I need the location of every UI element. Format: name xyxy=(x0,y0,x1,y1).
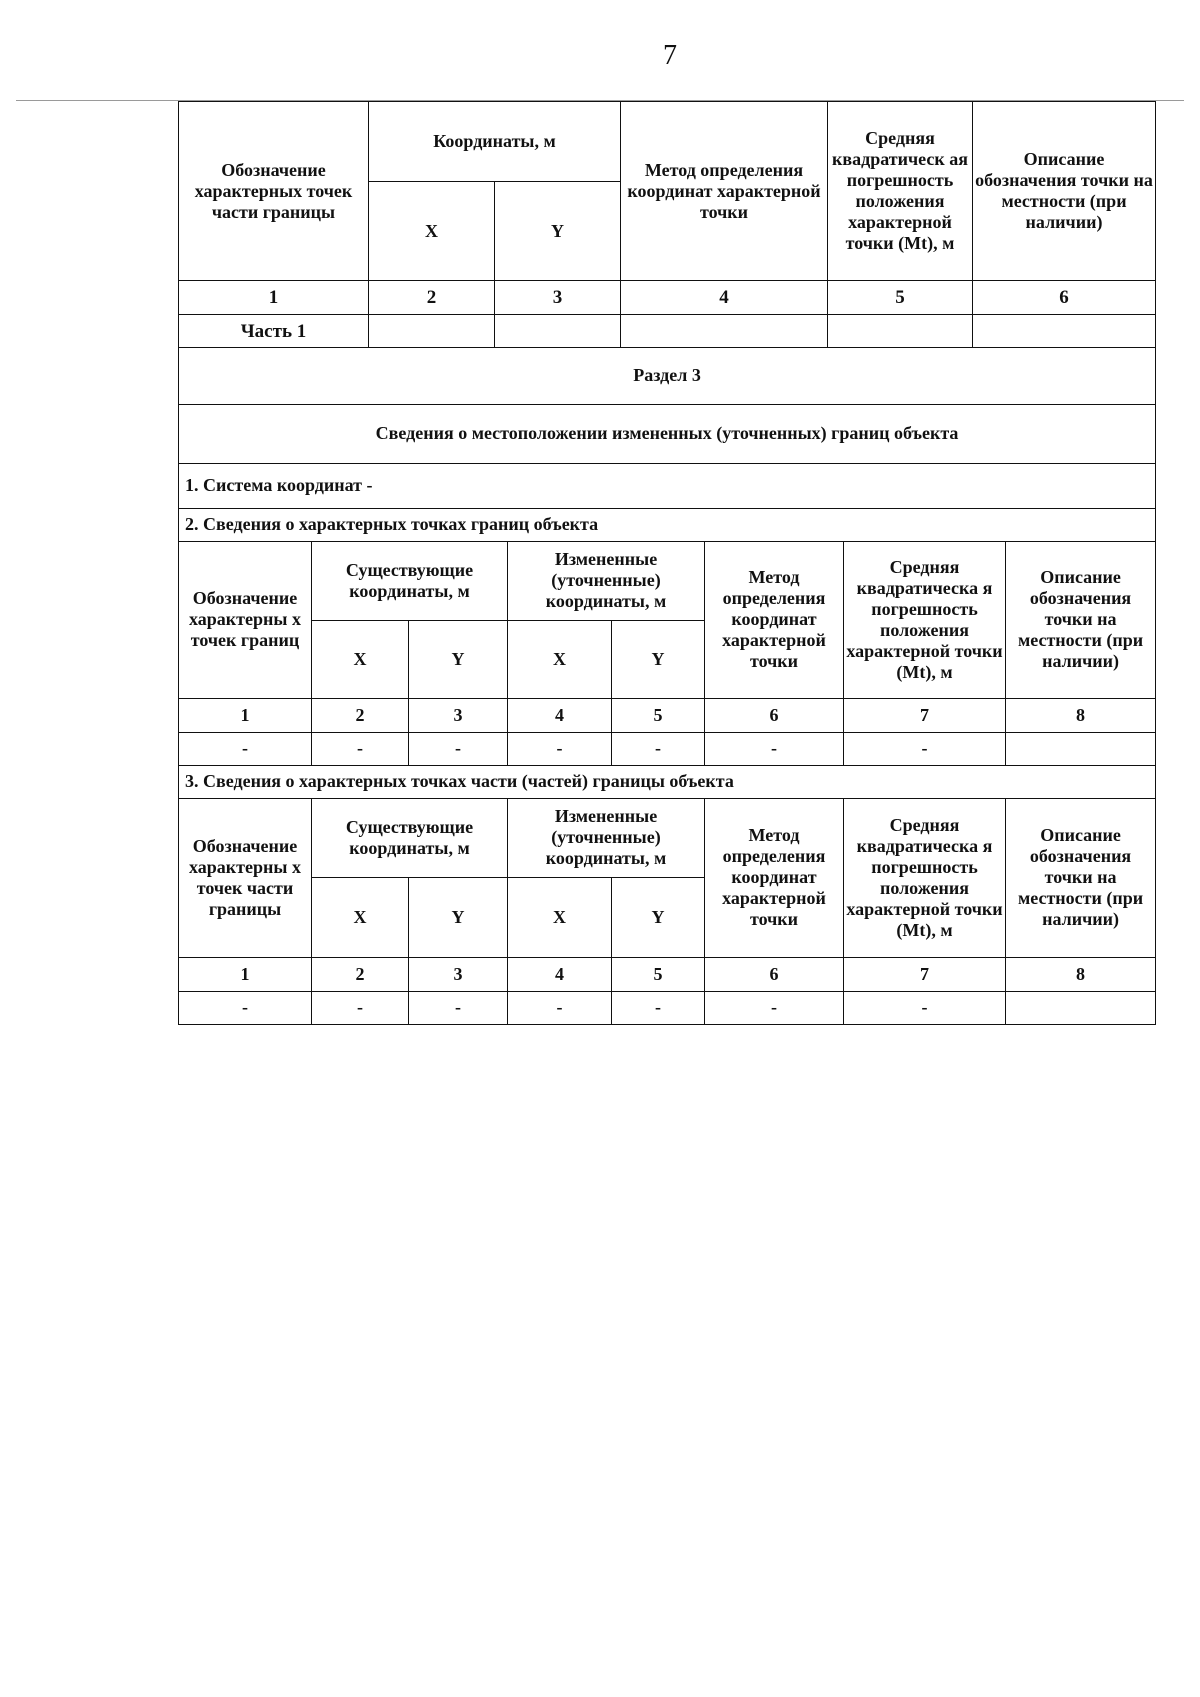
block2-header-method: Метод определения координат характерной точки xyxy=(705,541,844,698)
table-cell xyxy=(1006,991,1156,1024)
table-cell: - xyxy=(844,732,1006,765)
table-cell: - xyxy=(508,732,612,765)
col-number: 2 xyxy=(312,698,409,732)
coordinate-system: 1. Система координат - xyxy=(179,463,1156,508)
part-boundary-points-table xyxy=(178,101,1156,348)
table-cell: - xyxy=(508,991,612,1024)
block2-header-changed: Измененные (уточненные) координаты, м xyxy=(508,541,705,620)
col-number: 2 xyxy=(312,957,409,991)
block2-header-error: Средняя квадратическа я погрешность положения характерной точки (Mt), м xyxy=(844,541,1006,698)
col-number: 5 xyxy=(612,957,705,991)
block3-heading: 3. Сведения о характерных точках части (частей) границы объекта xyxy=(179,765,1156,798)
section-title: Раздел 3 xyxy=(179,347,1156,404)
col-number: 6 xyxy=(705,957,844,991)
header-method: Метод определения координат характерной точки xyxy=(621,102,828,281)
col-number: 1 xyxy=(179,281,369,315)
table-cell xyxy=(973,315,1156,348)
table-cell: - xyxy=(312,991,409,1024)
col-number: 7 xyxy=(844,698,1006,732)
col-number: 8 xyxy=(1006,957,1156,991)
block3-header-description: Описание обозначения точки на местности (при наличии) xyxy=(1006,798,1156,957)
col-number: 5 xyxy=(612,698,705,732)
block3-header-method: Метод определения координат характерной точки xyxy=(705,798,844,957)
block2-header-y: Y xyxy=(409,620,508,698)
section-3-table xyxy=(178,347,1156,1025)
table-cell: - xyxy=(705,732,844,765)
table-cell: - xyxy=(612,991,705,1024)
col-number: 4 xyxy=(508,698,612,732)
block2-header-x: X xyxy=(312,620,409,698)
col-number: 2 xyxy=(369,281,495,315)
header-x: X xyxy=(369,182,495,281)
col-number: 1 xyxy=(179,698,312,732)
header-description: Описание обозначения точки на местности (при наличии) xyxy=(973,102,1156,281)
block3-header-y: Y xyxy=(612,877,705,957)
block3-header-y: Y xyxy=(409,877,508,957)
block3-header-error: Средняя квадратическа я погрешность положения характерной точки (Mt), м xyxy=(844,798,1006,957)
col-number: 1 xyxy=(179,957,312,991)
table-cell: - xyxy=(409,991,508,1024)
table-cell: - xyxy=(844,991,1006,1024)
block2-header-x: X xyxy=(508,620,612,698)
header-y: Y xyxy=(495,182,621,281)
block2-header-existing: Существующие координаты, м xyxy=(312,541,508,620)
block2-header-description: Описание обозначения точки на местности (при наличии) xyxy=(1006,541,1156,698)
col-number: 3 xyxy=(409,698,508,732)
col-number: 7 xyxy=(844,957,1006,991)
table-cell xyxy=(621,315,828,348)
section-subtitle: Сведения о местоположении измененных (уточненных) границ объекта xyxy=(179,404,1156,463)
block3-header-x: X xyxy=(508,877,612,957)
block3-header-existing: Существующие координаты, м xyxy=(312,798,508,877)
block3-header-changed: Измененные (уточненные) координаты, м xyxy=(508,798,705,877)
table-cell: - xyxy=(705,991,844,1024)
col-number: 3 xyxy=(495,281,621,315)
table-cell: - xyxy=(612,732,705,765)
block2-heading: 2. Сведения о характерных точках границ объекта xyxy=(179,508,1156,541)
table-cell xyxy=(369,315,495,348)
document-body xyxy=(178,101,1155,1025)
col-number: 4 xyxy=(621,281,828,315)
block2-header-designation: Обозначение характерны х точек границ xyxy=(179,541,312,698)
col-number: 8 xyxy=(1006,698,1156,732)
table-cell: - xyxy=(409,732,508,765)
col-number: 3 xyxy=(409,957,508,991)
header-designation: Обозначение характерных точек части границы xyxy=(179,102,369,281)
part-label: Часть 1 xyxy=(179,315,369,348)
col-number: 6 xyxy=(973,281,1156,315)
header-coordinates: Координаты, м xyxy=(369,102,621,182)
table-cell: - xyxy=(179,732,312,765)
table-cell xyxy=(495,315,621,348)
table-cell: - xyxy=(312,732,409,765)
col-number: 4 xyxy=(508,957,612,991)
col-number: 5 xyxy=(828,281,973,315)
block2-header-y: Y xyxy=(612,620,705,698)
table-cell xyxy=(828,315,973,348)
block3-header-designation: Обозначение характерны х точек части границы xyxy=(179,798,312,957)
page-number: 7 xyxy=(663,40,677,71)
table-cell: - xyxy=(179,991,312,1024)
table-cell xyxy=(1006,732,1156,765)
header-error: Средняя квадратическ ая погрешность положения характерной точки (Mt), м xyxy=(828,102,973,281)
block3-header-x: X xyxy=(312,877,409,957)
col-number: 6 xyxy=(705,698,844,732)
